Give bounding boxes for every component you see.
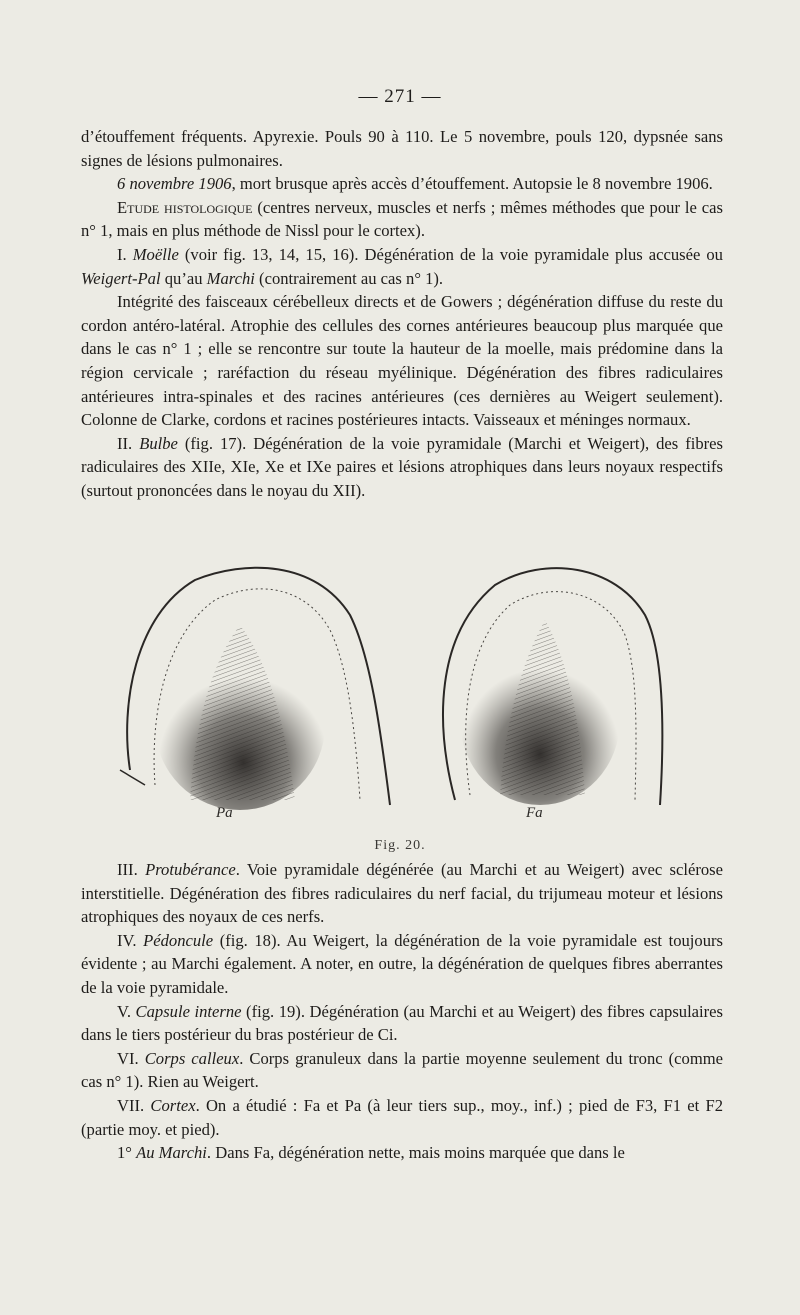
left-cortex-section <box>120 568 390 810</box>
paragraph-7 <box>81 858 723 929</box>
paragraph-12 <box>81 1141 723 1165</box>
paragraph-4-text-b: qu’au <box>160 268 207 288</box>
section-number: V. <box>117 1001 136 1021</box>
date-italic: 6 novembre 1906 <box>117 174 232 194</box>
figure-20 <box>115 555 675 830</box>
section-number: 1° <box>117 1143 137 1163</box>
paragraph-1: d’étouffement fréquents. Apyrexie. Pouls 90 à 110. Le 5 novembre, pouls 120, dypsnée sans signes de lésions pulmonaires. <box>81 127 723 170</box>
section-title-au-marchi: Au Marchi <box>136 1143 207 1163</box>
bottom-text-block <box>81 858 723 1165</box>
paragraph-4-text-a: (voir fig. 13, 14, 15, 16). Dégénération de la voie pyramidale plus accusée ou <box>178 244 723 264</box>
figure-label-pa: Pa <box>216 805 233 821</box>
section-title-moelle: Moëlle <box>132 244 179 264</box>
paragraph-3-text: (centres nerveux, muscles et nerfs ; mêmes méthodes que pour le cas n° 1, mais en plus méthode de Nissl pour le cortex). <box>81 197 723 241</box>
paragraph-4-text-c: (contrairement au cas n° 1). <box>254 268 444 288</box>
paragraph-3 <box>81 196 723 243</box>
paragraph-2-text: , mort brusque après accès d’étouffement. Autopsie le 8 novembre 1906. <box>231 174 713 194</box>
paragraph-6-text: (fig. 17). Dégénération de la voie pyramidale (Marchi et Weigert), des fibres radiculaires des XIIe, XIe, Xe et IXe paires et lésions atrophiques dans leurs noyaux respectifs (surtout prononcées dans le noyau du XII). <box>81 433 723 500</box>
paragraph-4 <box>81 243 723 290</box>
right-cortex-section <box>443 568 662 805</box>
weigert-pal-italic: Weigert-Pal <box>81 268 161 288</box>
paragraph-6 <box>81 432 723 503</box>
section-title-protuberance: Protubérance <box>145 860 236 879</box>
paragraph-8-text: (fig. 18). Au Weigert, la dégénération de la voie pyramidale est toujours évidente ; au Marchi également. A noter, en outre, la dégénération de quelques fibres aberrantes de la voie pyramidale. <box>81 930 723 997</box>
figure-caption: Fig. 20. <box>374 838 426 853</box>
section-number: I. <box>117 244 133 264</box>
section-title-cortex: Cortex <box>150 1095 196 1115</box>
section-number: III. <box>117 860 146 879</box>
paragraph-9-text: (fig. 19). Dégénération (au Marchi et au Weigert) des fibres capsulaires dans le tiers postérieur du bras postérieur de Ci. <box>81 1001 724 1045</box>
section-heading-etude: Etude histologique <box>117 197 253 217</box>
histology-drawing <box>115 555 675 830</box>
page-number: — 271 — <box>358 86 442 107</box>
top-text-block <box>81 125 723 503</box>
figure-label-fa: Fa <box>526 805 543 821</box>
paragraph-11-text: . On a étudié : Fa et Pa (à leur tiers sup., moy., inf.) ; pied de F3, F1 et F2 (partie moy. et pied). <box>81 1095 723 1139</box>
marchi-italic: Marchi <box>206 268 255 288</box>
paragraph-10 <box>81 1047 723 1094</box>
section-number: IV. <box>117 930 144 950</box>
section-number: II. <box>117 433 140 453</box>
section-number: VII. <box>117 1095 151 1115</box>
section-title-bulbe: Bulbe <box>139 433 178 453</box>
paragraph-8 <box>81 929 723 1000</box>
section-title-capsule: Capsule interne <box>135 1001 242 1021</box>
paragraph-5: Intégrité des faisceaux cérébelleux directs et de Gowers ; dégénération diffuse du reste du cordon antéro-latéral. Atrophie des cellules des cornes antérieures beaucoup plus marquée que dans le cas n° 1 ; elle se rencontre sur toute la hauteur de la moelle, mais prédomine dans la région cervicale ; raréfaction du réseau myélinique. Dégénération des fibres radiculaires antérieures intra-spinales et des racines antérieures (ces dernières au Weigert seulement). Colonne de Clarke, cordons et racines postérieures intacts. Vaisseaux et méninges normaux. <box>81 292 723 430</box>
paragraph-11 <box>81 1094 723 1141</box>
paragraph-12-text: . Dans Fa, dégénération nette, mais moins marquée que dans le <box>206 1143 625 1163</box>
section-title-corps-calleux: Corps calleux <box>144 1048 240 1068</box>
paragraph-9 <box>81 1000 723 1047</box>
section-number: VI. <box>117 1048 145 1068</box>
section-title-pedoncule: Pédoncule <box>143 930 214 950</box>
paragraph-10-text: . Corps granuleux dans la partie moyenne seulement du tronc (comme cas n° 1). Rien au Weigert. <box>81 1048 724 1092</box>
paragraph-2 <box>81 172 723 196</box>
paragraph-7-text: . Voie pyramidale dégénérée (au Marchi et au Weigert) avec sclérose interstitielle. Dégénération des fibres radiculaires du nerf facial, du trijumeau moteur et lésions atrophiques des noyaux de ces nerfs. <box>81 860 723 927</box>
